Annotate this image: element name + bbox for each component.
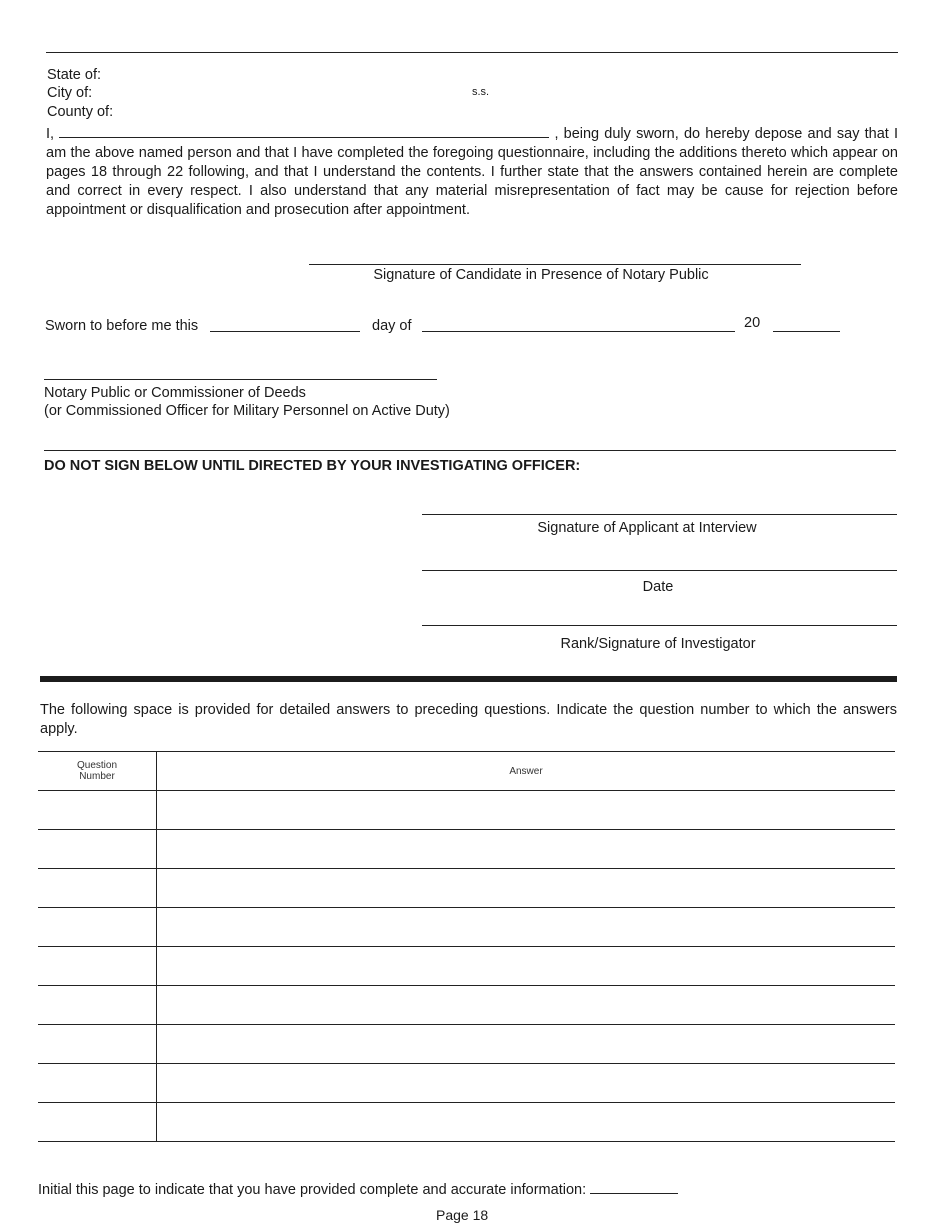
candidate-signature-line[interactable] (309, 264, 801, 265)
sworn-year-blank[interactable] (773, 331, 840, 332)
table-row (38, 1064, 895, 1103)
city-label: City of: (47, 85, 93, 101)
table-row (38, 908, 895, 947)
do-not-sign-warning: DO NOT SIGN BELOW UNTIL DIRECTED BY YOUR INVESTIGATING OFFICER: (44, 458, 581, 474)
answers-table (38, 751, 895, 1142)
question-number-cell[interactable] (38, 791, 157, 830)
year-prefix: 20 (744, 315, 761, 331)
question-number-cell[interactable] (38, 830, 157, 869)
applicant-signature-line[interactable] (422, 514, 897, 515)
investigator-signature-label: Rank/Signature of Investigator (560, 636, 756, 652)
answers-header-row (38, 752, 895, 791)
thick-divider (40, 676, 897, 682)
initial-instruction (38, 1180, 678, 1199)
table-row (38, 830, 895, 869)
question-number-header (38, 752, 157, 791)
question-number-cell[interactable] (38, 1103, 157, 1142)
top-rule (46, 52, 898, 53)
notary-signature-line[interactable] (44, 379, 437, 380)
question-header-line2: Number (79, 771, 115, 782)
answers-intro: The following space is provided for detailed answers to preceding questions. Indicate the question number to which the answers apply. (40, 702, 897, 737)
table-row (38, 1103, 895, 1142)
ss-label: s.s. (472, 86, 490, 98)
sworn-prefix: Sworn to before me this (45, 318, 199, 334)
answer-cell[interactable] (157, 908, 896, 947)
notary-line2: (or Commissioned Officer for Military Personnel on Active Duty) (44, 403, 450, 419)
table-row (38, 1025, 895, 1064)
name-blank[interactable] (59, 124, 549, 138)
answer-cell[interactable] (157, 1064, 896, 1103)
sworn-month-blank[interactable] (422, 331, 735, 332)
table-row (38, 869, 895, 908)
question-header-line1: Question (76, 760, 118, 771)
oath-prefix: I, (46, 126, 55, 142)
answer-cell[interactable] (157, 1103, 896, 1142)
date-label: Date (642, 579, 674, 595)
answer-cell[interactable] (157, 869, 896, 908)
answer-cell[interactable] (157, 791, 896, 830)
initial-text: Initial this page to indicate that you have provided complete and accurate information: (38, 1182, 587, 1198)
table-row (38, 791, 895, 830)
answer-cell[interactable] (157, 830, 896, 869)
table-row (38, 947, 895, 986)
question-number-cell[interactable] (38, 1064, 157, 1103)
notary-line1: Notary Public or Commissioner of Deeds (44, 385, 306, 401)
answer-cell[interactable] (157, 986, 896, 1025)
question-number-cell[interactable] (38, 1025, 157, 1064)
answer-cell[interactable] (157, 947, 896, 986)
question-number-cell[interactable] (38, 986, 157, 1025)
page-number: Page 18 (436, 1207, 489, 1223)
oath-paragraph (46, 124, 898, 220)
oath-text: , being duly sworn, do hereby depose and say that I am the above named person and that I have completed the foregoing questionnaire, including the additions thereto which appear on pages 18 through 22 following, and that I understand the contents. I further state that the answers contained herein are complete and correct in every respect. I also understand that any material misrepresentation of fact may be cause for rejection before appointment or disqualification and prosecution after appointment. (46, 126, 899, 218)
applicant-signature-label: Signature of Applicant at Interview (537, 520, 757, 536)
initial-blank[interactable] (590, 1180, 678, 1194)
state-label: State of: (47, 67, 102, 83)
section-rule (44, 450, 896, 451)
sworn-day-blank[interactable] (210, 331, 360, 332)
candidate-signature-label: Signature of Candidate in Presence of Notary Public (373, 267, 709, 283)
county-label: County of: (47, 104, 114, 120)
question-number-cell[interactable] (38, 908, 157, 947)
date-line[interactable] (422, 570, 897, 571)
answer-header: Answer (157, 752, 896, 791)
question-number-cell[interactable] (38, 869, 157, 908)
table-row (38, 986, 895, 1025)
day-of-label: day of (372, 318, 412, 334)
question-number-cell[interactable] (38, 947, 157, 986)
investigator-signature-line[interactable] (422, 625, 897, 626)
answer-cell[interactable] (157, 1025, 896, 1064)
